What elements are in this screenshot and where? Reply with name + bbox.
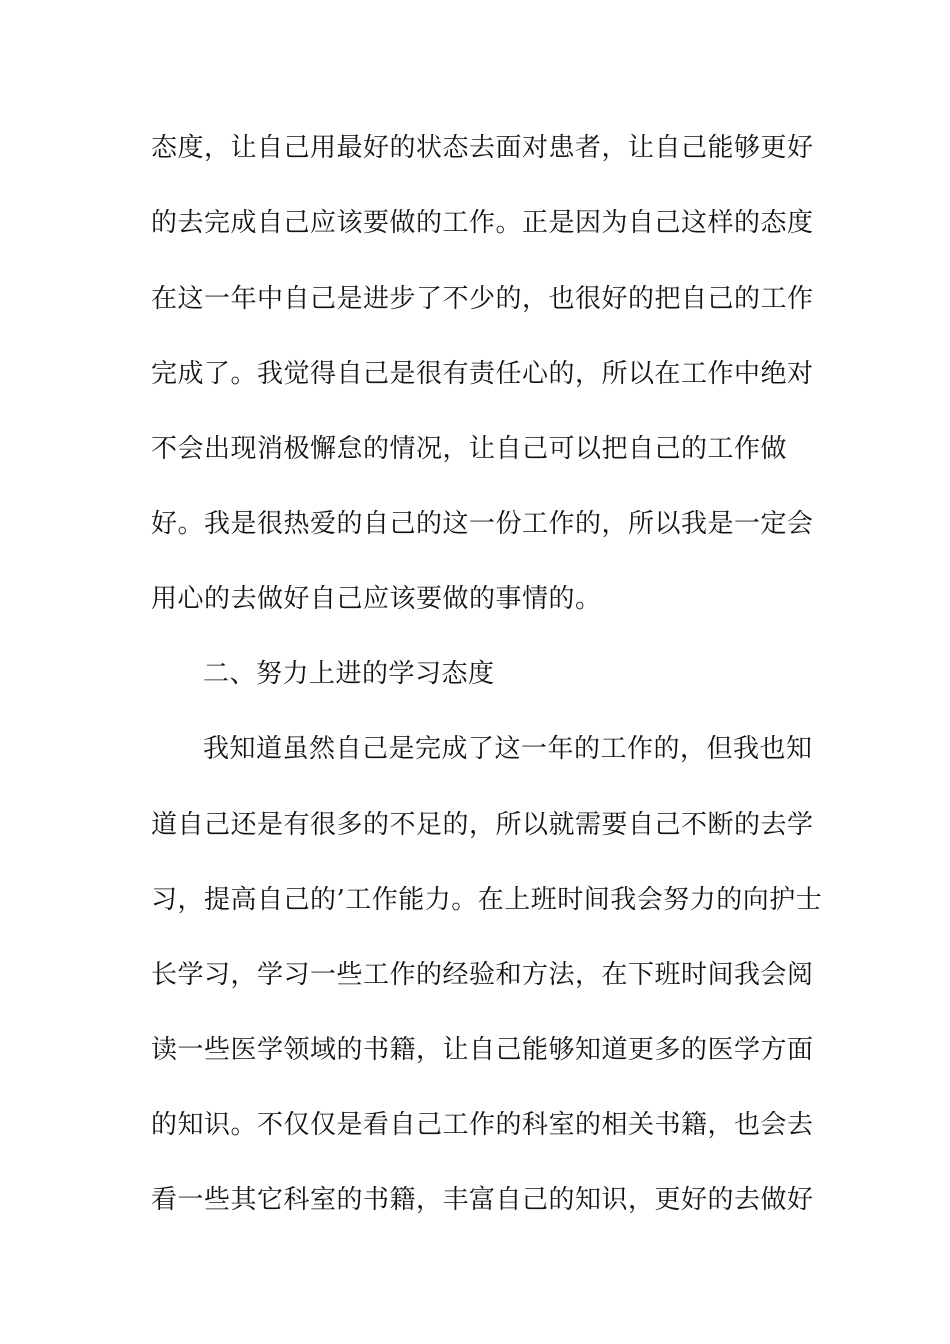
paragraph-line: 好。我是很热爱的自己的这一份工作的，所以我是一定会 [151,509,814,539]
paragraph-line: 长学习，学习一些工作的经验和方法，在下班时间我会阅 [151,960,814,990]
paragraph-line: 我知道虽然自己是完成了这一年的工作的，但我也知 [203,734,813,764]
paragraph-line: 道自己还是有很多的不足的，所以就需要自己不断的去学 [151,810,814,840]
paragraph-line: 的知识。不仅仅是看自己工作的科室的相关书籍，也会去 [151,1110,814,1140]
paragraph-line: 看一些其它科室的书籍，丰富自己的知识，更好的去做好 [151,1185,814,1215]
paragraph-line: 习，提高自己的’工作能力。在上班时间我会努力的向护士 [151,885,823,915]
paragraph-line: 态度，让自己用最好的状态去面对患者，让自己能够更好 [151,133,814,163]
paragraph-line: 用心的去做好自己应该要做的事情的。 [151,584,602,614]
paragraph-line: 完成了。我觉得自己是很有责任心的，所以在工作中绝对 [151,359,814,389]
section-heading: 二、努力上进的学习态度 [203,659,495,689]
paragraph-line: 不会出现消极懈怠的情况，让自己可以把自己的工作做 [151,434,788,464]
paragraph-line: 在这一年中自己是进步了不少的，也很好的把自己的工作 [151,284,814,314]
paragraph-line: 的去完成自己应该要做的工作。正是因为自己这样的态度 [151,208,814,238]
paragraph-line: 读一些医学领域的书籍，让自己能够知道更多的医学方面 [151,1035,814,1065]
